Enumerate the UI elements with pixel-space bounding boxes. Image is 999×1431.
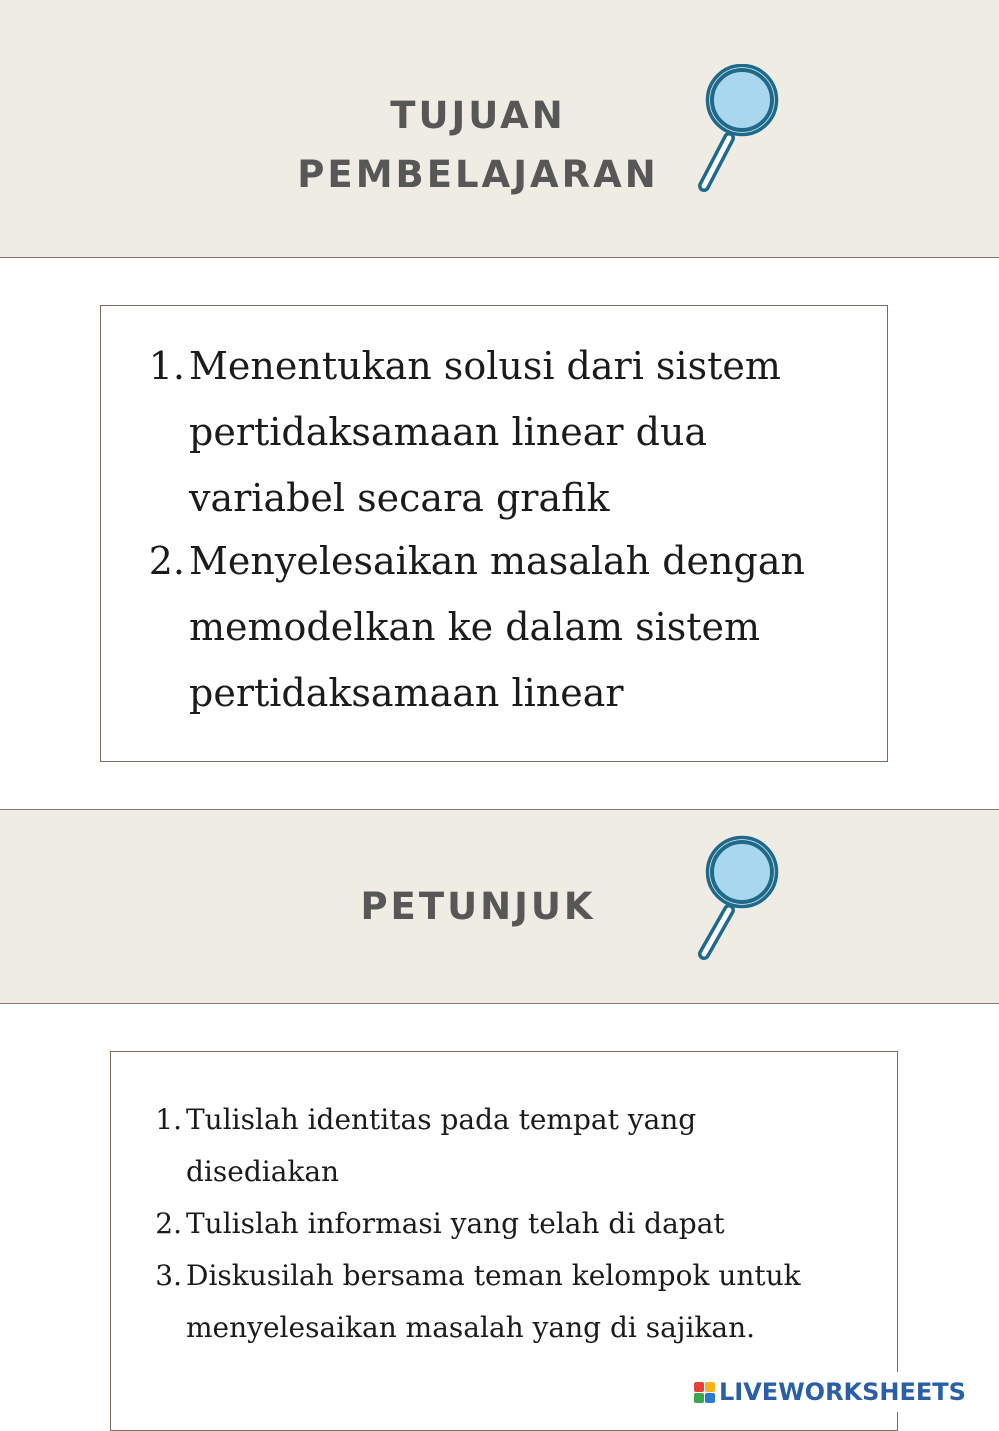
list-number: 2. xyxy=(155,1207,182,1240)
list-text-line: Menyelesaikan masalah dengan xyxy=(189,539,805,583)
list-text-line: memodelkan ke dalam sistem xyxy=(189,605,761,649)
list-text-line: menyelesaikan masalah yang di sajikan. xyxy=(186,1311,756,1344)
heading-line-2: PEMBELAJARAN xyxy=(297,153,659,196)
magnifying-glass-icon xyxy=(694,64,784,194)
heading-tujuan-pembelajaran xyxy=(240,86,716,204)
list-text-line: disediakan xyxy=(186,1155,340,1188)
list-item xyxy=(155,1198,876,1250)
list-number: 1. xyxy=(155,1103,182,1136)
learning-objectives-box xyxy=(100,305,888,762)
list-text-line: pertidaksamaan linear dua xyxy=(189,410,708,454)
list-number: 2. xyxy=(148,539,185,583)
list-number: 1. xyxy=(148,344,185,388)
heading-petunjuk: PETUNJUK xyxy=(360,885,596,928)
list-text-line: pertidaksamaan linear xyxy=(189,671,624,715)
liveworksheets-logo-text: LIVEWORKSHEETS xyxy=(719,1378,966,1406)
list-number: 3. xyxy=(155,1259,182,1292)
list-text-line: Diskusilah bersama teman kelompok untuk xyxy=(186,1259,801,1292)
list-item xyxy=(148,528,849,726)
heading-line-1: TUJUAN xyxy=(390,94,566,137)
list-text-line: Tulislah informasi yang telah di dapat xyxy=(186,1207,725,1240)
list-item xyxy=(155,1094,876,1198)
liveworksheets-logo[interactable] xyxy=(690,1372,970,1412)
magnifying-glass-icon xyxy=(694,834,784,964)
list-text-line: variabel secara grafik xyxy=(189,476,610,520)
liveworksheets-logo-icon xyxy=(694,1382,715,1403)
list-item xyxy=(155,1250,876,1354)
list-item xyxy=(148,333,849,531)
list-text-line: Tulislah identitas pada tempat yang xyxy=(186,1103,697,1136)
list-text-line: Menentukan solusi dari sistem xyxy=(189,344,781,388)
